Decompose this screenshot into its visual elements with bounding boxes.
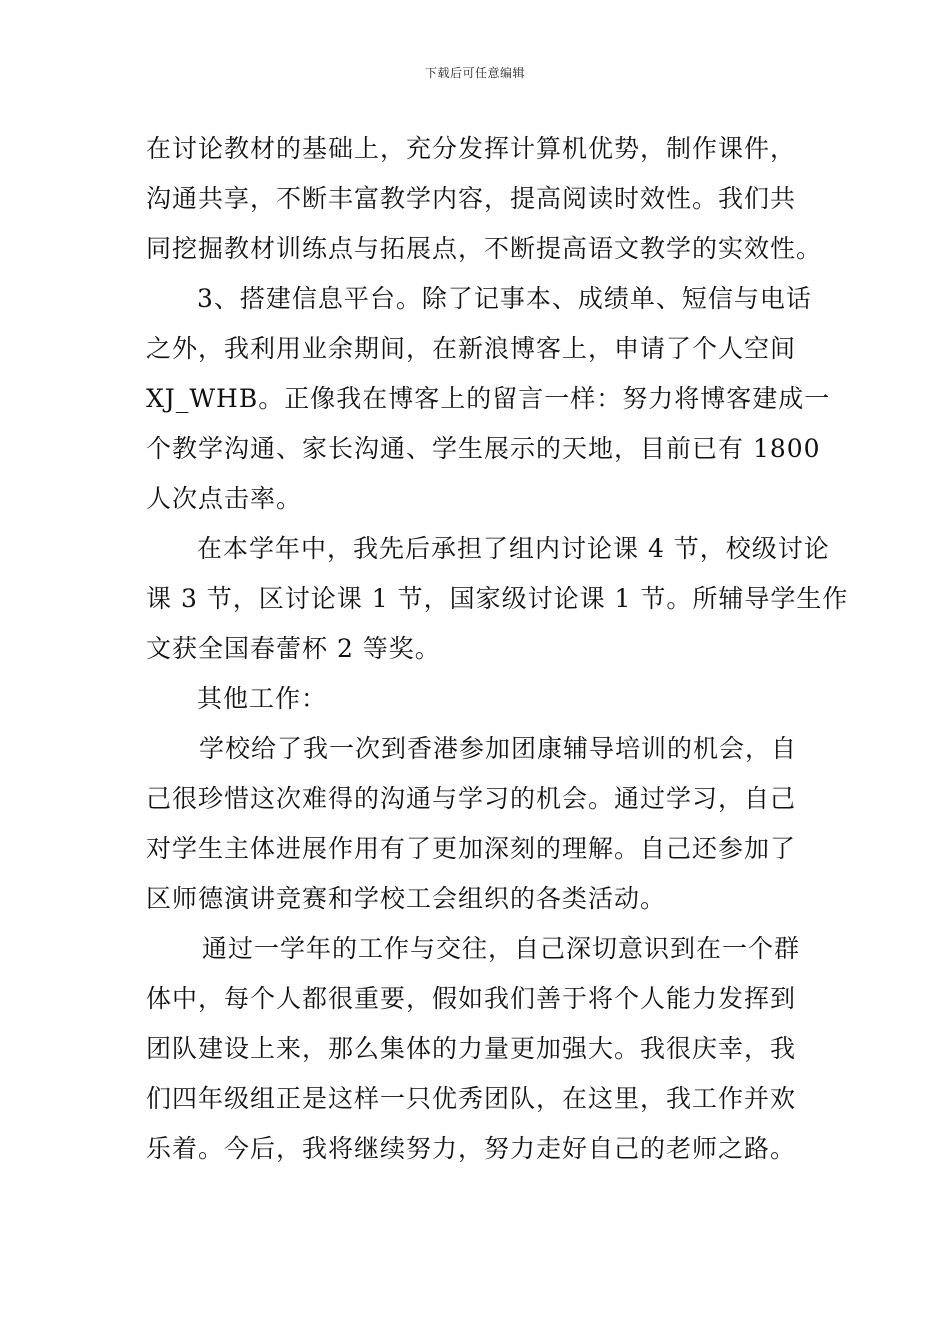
text-line: 之外，我利用业余期间，在新浪博客上，申请了个人空间 [146, 334, 797, 363]
text-line: 己很珍惜这次难得的沟通与学习的机会。通过学习，自己 [146, 784, 797, 813]
text-line: XJ_WHB。正像我在博客上的留言一样：努力将博客建成一 [146, 384, 831, 413]
text-line: 个教学沟通、家长沟通、学生展示的天地，目前已有 1800 [146, 434, 821, 463]
text-line-paragraph-start: 在本学年中，我先后承担了组内讨论课 4 节，校级讨论 [197, 534, 830, 563]
text-line: 课 3 节，区讨论课 1 节，国家级讨论课 1 节。所辅导学生作 [146, 584, 849, 613]
text-line-paragraph-start: 学校给了我一次到香港参加团康辅导培训的机会，自 [199, 734, 798, 763]
text-line: 人次点击率。 [146, 484, 303, 513]
text-line: 对学生主体进展作用有了更加深刻的理解。自己还参加了 [146, 834, 797, 863]
text-line-paragraph-start: 3、搭建信息平台。除了记事本、成绩单、短信与电话 [197, 284, 812, 313]
section-heading: 其他工作： [197, 684, 328, 713]
text-line: 文获全国春蕾杯 2 等奖。 [146, 634, 441, 663]
document-body [146, 124, 849, 1174]
text-line: 在讨论教材的基础上，充分发挥计算机优势，制作课件， [146, 134, 797, 163]
text-line: 区师德演讲竞赛和学校工会组织的各类活动。 [146, 884, 667, 913]
text-line: 体中，每个人都很重要，假如我们善于将个人能力发挥到 [146, 984, 797, 1013]
text-line: 同挖掘教材训练点与拓展点，不断提高语文教学的实效性。 [146, 234, 823, 263]
text-line: 沟通共享，不断丰富教学内容，提高阅读时效性。我们共 [146, 184, 797, 213]
page-header-note: 下载后可任意编辑 [424, 66, 525, 80]
text-line: 团队建设上来，那么集体的力量更加强大。我很庆幸，我 [146, 1034, 797, 1063]
text-line-paragraph-start: 通过一学年的工作与交往，自己深切意识到在一个群 [202, 934, 801, 963]
text-line: 乐着。今后，我将继续努力，努力走好自己的老师之路。 [146, 1134, 797, 1163]
text-line: 们四年级组正是这样一只优秀团队，在这里，我工作并欢 [146, 1084, 797, 1113]
